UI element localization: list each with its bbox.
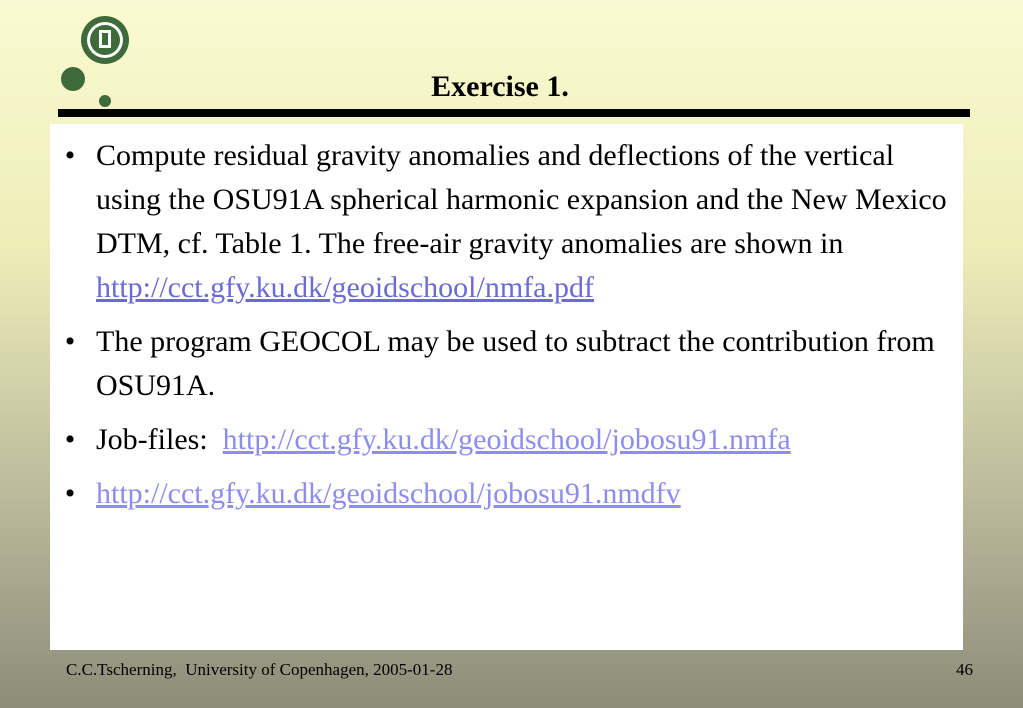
bullet-icon: • [64,477,76,510]
bullet-text: Job-files: [96,423,208,456]
title-divider [58,109,970,117]
jobosu91-nmfa-link[interactable]: http://cct.gfy.ku.dk/geoidschool/jobosu91.nmfa [222,423,791,456]
footer-credit: C.C.Tscherning, University of Copenhagen, 2005-01-28 [66,660,453,679]
university-seal-icon [80,15,130,65]
bullet-item [60,472,955,516]
bullet-item [60,134,955,310]
bullet-icon: • [64,325,76,358]
slide-title: Exercise 1. [431,70,569,103]
bullet-icon: • [64,139,76,172]
bullet-icon: • [64,423,76,456]
bullet-list [60,134,955,526]
bullet-item [60,418,955,462]
jobosu91-nmdfv-link[interactable]: http://cct.gfy.ku.dk/geoidschool/jobosu91.nmdfv [96,477,681,510]
bullet-item [60,320,955,408]
bullet-text: Compute residual gravity anomalies and deflections of the vertical using the OSU91A spherical harmonic expansion and the New Mexico DTM, cf. Table 1. The free-air gravity anomalies are shown in [96,139,947,260]
content-panel [50,124,963,650]
bullet-text: The program GEOCOL may be used to subtract the contribution from OSU91A. [96,325,935,402]
decorative-dot-small [99,95,111,107]
decorative-dot-large [61,67,85,91]
page-number: 46 [956,660,973,679]
nmfa-pdf-link[interactable]: http://cct.gfy.ku.dk/geoidschool/nmfa.pdf [96,271,594,304]
